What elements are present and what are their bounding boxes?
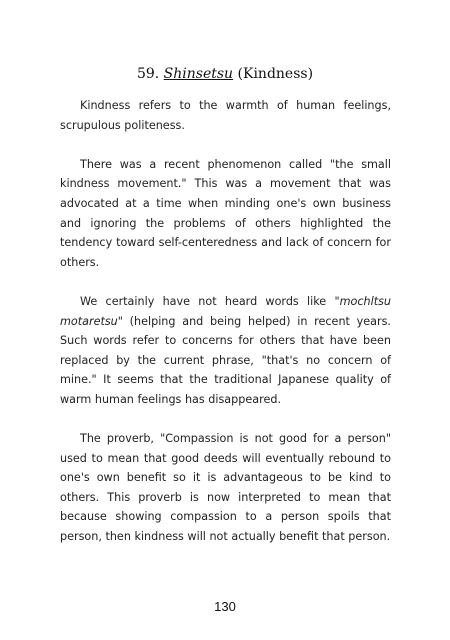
page-number: 130 — [214, 599, 236, 614]
paragraph-3-rest: (helping and being helped) in recent years. Such words refer to concerns for others that have been replaced by the current phrase, "that's no concern of mine." It seems that the traditional Japanese quality of warm human feelings has disappeared. — [60, 314, 391, 406]
paragraph-1: Kindness refers to the warmth of human feelings, scrupulous politeness. — [60, 99, 391, 132]
body-text — [60, 96, 391, 566]
section-term: Shinsetsu — [163, 66, 234, 82]
paragraph-2: There was a recent phenomenon called "the small kindness movement." This was a movement that was advocated at a time when minding one's own business and ignoring the problems of others highlighted the tendency toward self-centeredness and lack of concern for others. — [60, 157, 391, 269]
paragraph-4: The proverb, "Compassion is not good for a person" used to mean that good deeds will eventually rebound to one's own benefit so it is advantageous to be kind to others. This proverb is now interpreted to mean that because showing compassion to a person spoils that person, then kindness will not actually benefit that person. — [60, 432, 391, 544]
section-gloss: (Kindness) — [237, 66, 314, 82]
paragraph-3-lead: We certainly have not heard words like — [80, 294, 335, 308]
paragraph-3 — [60, 292, 391, 410]
japanese-phrase: "mochltsu motaretsu" — [60, 294, 391, 328]
page-title — [0, 66, 450, 82]
section-number: 59. — [136, 66, 160, 82]
